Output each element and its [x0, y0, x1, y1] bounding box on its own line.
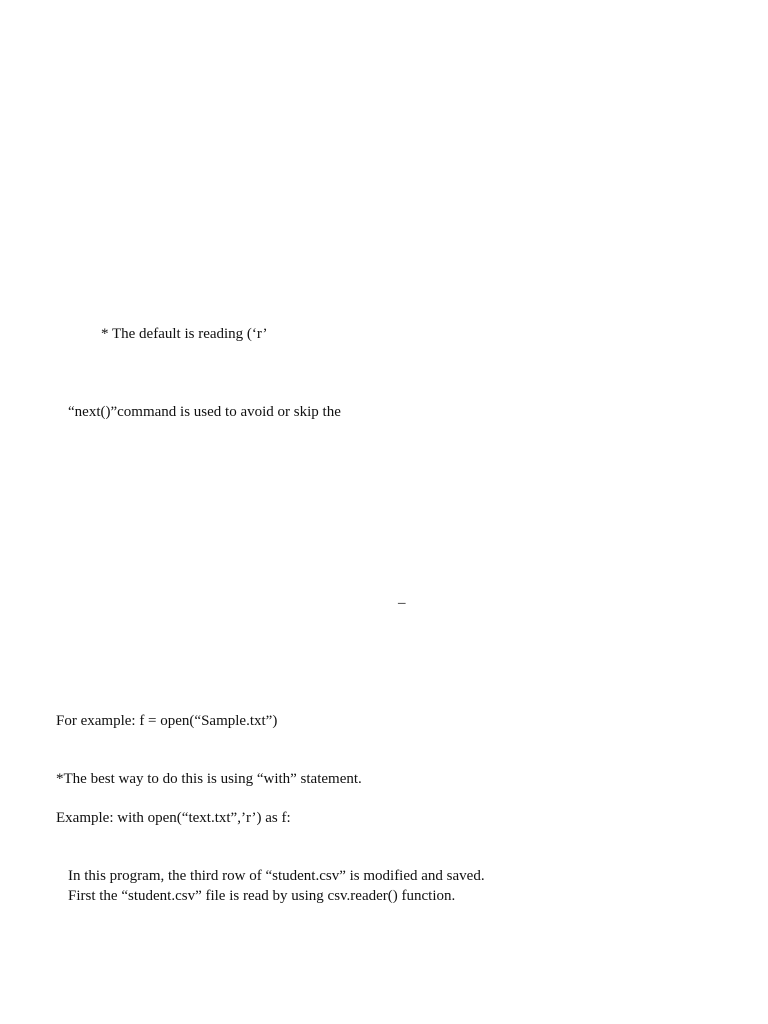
program-description-line-2: First the “student.csv” file is read by using csv.reader() function.: [68, 888, 456, 904]
with-open-example: Example: with open(“text.txt”,’r’) as f:: [56, 810, 291, 826]
program-description-line-1: In this program, the third row of “student.csv” is modified and saved.: [68, 868, 485, 884]
default-mode-note: * The default is reading (‘r’: [101, 326, 268, 342]
open-example: For example: f = open(“Sample.txt”): [56, 713, 278, 729]
stray-dash: –: [398, 595, 406, 611]
with-statement-note: *The best way to do this is using “with” statement.: [56, 771, 362, 787]
next-command-note: “next()”command is used to avoid or skip the: [68, 404, 341, 420]
